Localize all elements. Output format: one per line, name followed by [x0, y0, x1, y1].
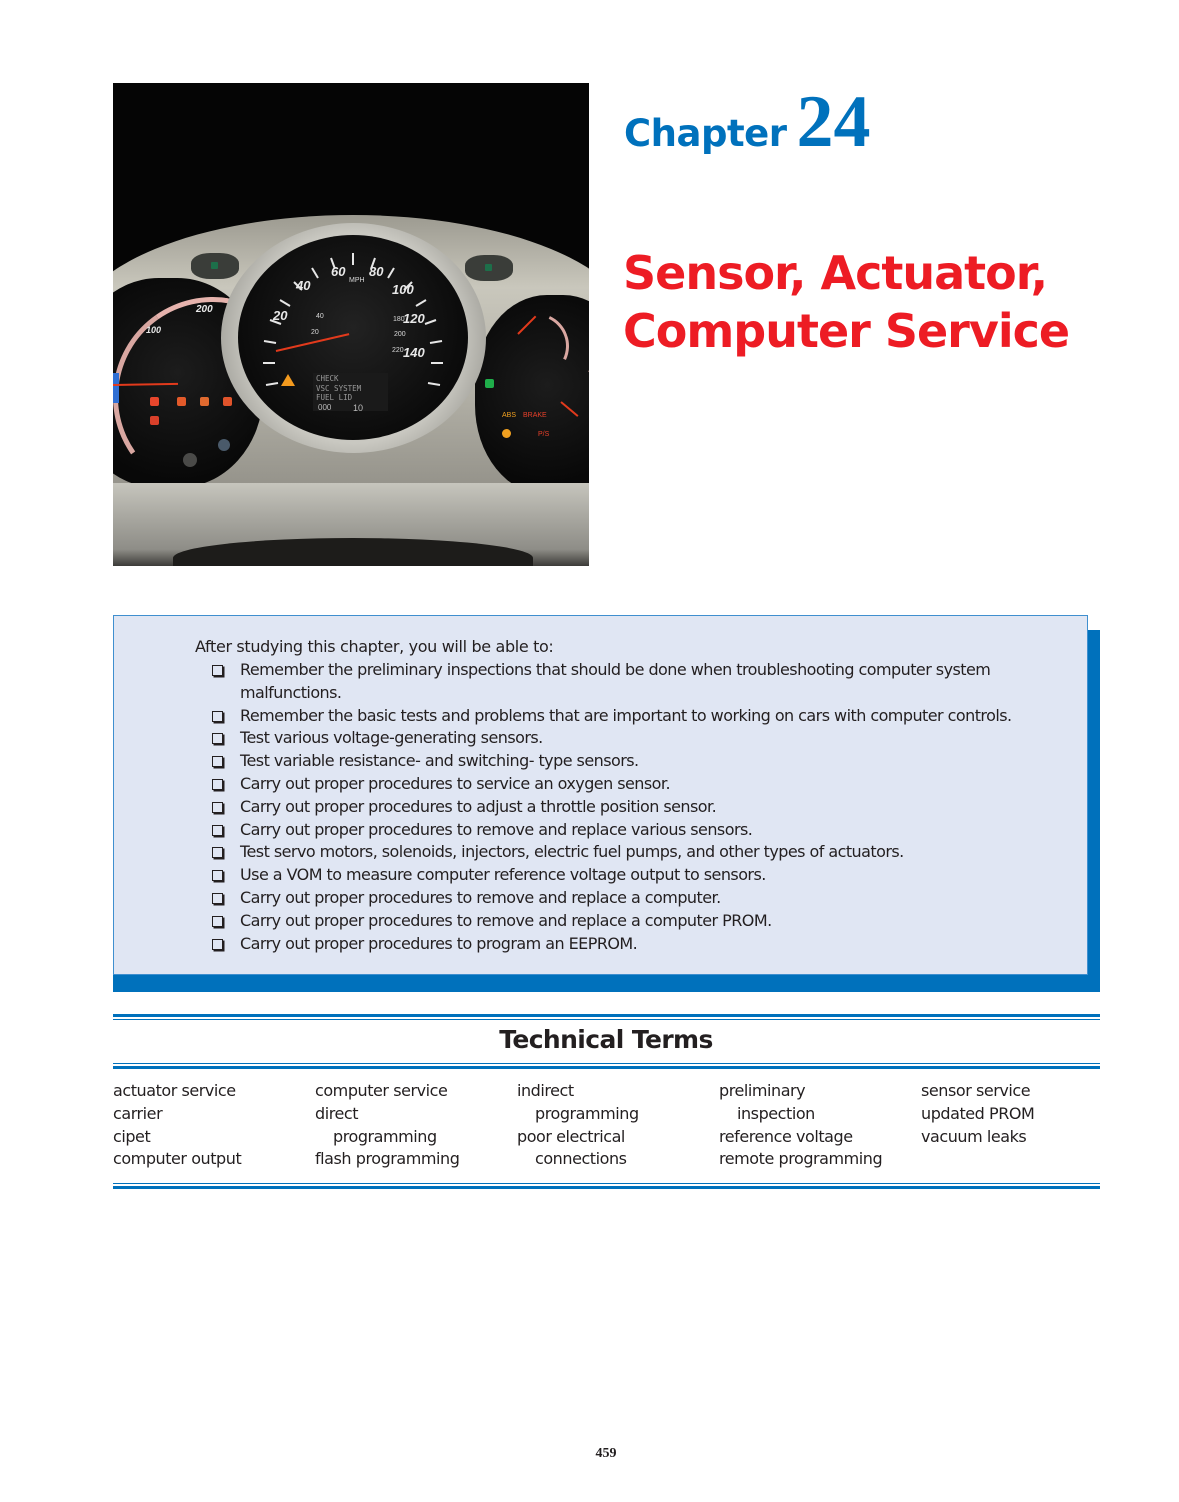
green-indicator-icon	[485, 379, 494, 388]
checkbox-bullet-icon	[212, 916, 223, 927]
term-item	[517, 1126, 719, 1172]
term-item: vacuum leaks	[921, 1126, 1027, 1146]
objective-item	[212, 659, 1062, 705]
odometer-value: 000	[318, 403, 332, 412]
objective-text: Carry out proper procedures to remove and replace a computer PROM.	[240, 910, 772, 930]
objective-item	[212, 819, 1062, 842]
speed-label-120: 120	[403, 311, 425, 326]
checkbox-bullet-icon	[212, 756, 223, 767]
checkbox-bullet-icon	[212, 893, 223, 904]
objective-item	[212, 705, 1062, 728]
terms-column-5	[921, 1080, 1123, 1171]
term-item: computer output	[113, 1149, 242, 1169]
checkbox-bullet-icon	[212, 802, 223, 813]
left-indicator-housing	[191, 253, 239, 279]
term-text: poor electrical	[517, 1126, 625, 1146]
speed-unit: MPH	[349, 277, 365, 284]
objective-item	[212, 910, 1062, 933]
objective-item	[212, 773, 1062, 796]
terms-heading-rule	[113, 1063, 1100, 1069]
oil-warning-icon	[150, 397, 159, 406]
lcd-line-3: FUEL LID	[316, 393, 353, 402]
terms-bottom-rule	[113, 1183, 1100, 1189]
term-text: preliminary	[719, 1081, 806, 1100]
page-number: 459	[595, 1446, 617, 1461]
terms-top-rule	[113, 1014, 1100, 1020]
speed-label-80: 80	[369, 264, 384, 279]
seatbelt-warning-icon	[223, 397, 232, 406]
tach-label-200: 200	[196, 304, 213, 315]
objective-item	[212, 933, 1062, 956]
abs-indicator: ABS	[502, 412, 517, 419]
lcd-line-1: CHECK	[316, 374, 339, 383]
kmh-label-200: 200	[394, 331, 406, 338]
airbag-warning-icon	[177, 397, 186, 406]
battery-warning-icon	[150, 416, 159, 425]
term-continuation: programming	[535, 1103, 639, 1123]
objective-text: Carry out proper procedures to remove and replace a computer.	[240, 887, 721, 907]
brake-indicator: BRAKE	[523, 412, 547, 419]
checkbox-bullet-icon	[212, 939, 223, 950]
tach-label-100: 100	[146, 325, 162, 335]
objective-item	[212, 841, 1062, 864]
kmh-label-220: 220	[392, 347, 404, 354]
chapter-label: Chapter	[624, 112, 787, 155]
check-engine-icon	[200, 397, 209, 406]
term-item	[719, 1080, 921, 1126]
objective-text: Carry out proper procedures to adjust a throttle position sensor.	[240, 796, 717, 816]
speed-label-140: 140	[403, 345, 425, 360]
tach-blue-zone	[113, 373, 119, 403]
term-item: actuator service	[113, 1081, 236, 1100]
speed-label-100: 100	[392, 282, 414, 297]
terms-column-2	[315, 1080, 517, 1171]
objective-text: Test variable resistance- and switching- type sensors.	[240, 751, 639, 771]
objective-item	[212, 796, 1062, 819]
term-continuation: programming	[333, 1126, 437, 1146]
objective-text: Carry out proper procedures to service an oxygen sensor.	[240, 773, 671, 793]
checkbox-bullet-icon	[212, 847, 223, 858]
chapter-title-line-1: Sensor, Actuator,	[623, 246, 1048, 300]
objective-text: Use a VOM to measure computer reference voltage output to sensors.	[240, 865, 766, 885]
term-item: remote programming	[719, 1149, 883, 1169]
objective-item	[212, 727, 1062, 750]
term-continuation: connections	[535, 1149, 627, 1169]
term-item: cipet	[113, 1126, 151, 1146]
technical-terms-heading: Technical Terms	[499, 1025, 713, 1054]
chapter-title-line-2: Computer Service	[623, 304, 1070, 358]
term-item: updated PROM	[921, 1103, 1035, 1123]
trip-reset-knob	[183, 453, 197, 467]
objective-text: Carry out proper procedures to remove and replace various sensors.	[240, 819, 753, 839]
objective-text: Test servo motors, solenoids, injectors, electric fuel pumps, and other types of actuators.	[240, 842, 904, 862]
parking-brake-icon	[502, 429, 511, 438]
lcd-line-2: VSC SYSTEM	[316, 383, 362, 393]
term-item: reference voltage	[719, 1126, 853, 1146]
kmh-label-180: 180	[393, 316, 405, 323]
power-steering-indicator: P/S	[538, 431, 550, 438]
term-continuation: inspection	[737, 1103, 815, 1123]
objective-text: Test various voltage-generating sensors.	[240, 728, 543, 748]
objective-item	[212, 750, 1062, 773]
objectives-intro: After studying this chapter, you will be able to:	[195, 637, 554, 656]
checkbox-bullet-icon	[212, 779, 223, 790]
checkbox-bullet-icon	[212, 825, 223, 836]
term-item	[315, 1103, 517, 1149]
objective-text: Remember the basic tests and problems that are important to working on cars with computer controls.	[240, 705, 1012, 725]
dashboard-photo	[113, 83, 589, 566]
term-item: computer service	[315, 1081, 448, 1100]
technical-terms-list	[113, 1080, 1123, 1171]
knob-icon	[218, 439, 230, 451]
chapter-title	[623, 244, 1069, 360]
objective-item	[212, 887, 1062, 910]
speed-label-60: 60	[331, 264, 346, 279]
objectives-list	[212, 659, 1062, 955]
speed-label-20: 20	[273, 308, 288, 323]
right-indicator-housing	[465, 255, 513, 281]
term-item: carrier	[113, 1103, 163, 1123]
term-text: indirect	[517, 1081, 574, 1100]
checkbox-bullet-icon	[212, 665, 223, 676]
warning-triangle-icon	[281, 374, 295, 386]
kmh-label-40: 40	[316, 313, 324, 320]
terms-column-3	[517, 1080, 719, 1171]
checkbox-bullet-icon	[212, 733, 223, 744]
objective-text: Carry out proper procedures to program an EEPROM.	[240, 933, 638, 953]
objective-text: Remember the preliminary inspections that should be done when troubleshooting computer system malfunctions.	[240, 660, 991, 702]
trip-value: 10	[353, 403, 364, 413]
terms-column-1	[113, 1080, 315, 1171]
chapter-number: 24	[796, 81, 871, 163]
checkbox-bullet-icon	[212, 870, 223, 881]
term-item: flash programming	[315, 1149, 460, 1169]
checkbox-bullet-icon	[212, 711, 223, 722]
speed-label-40: 40	[296, 278, 311, 293]
terms-column-4	[719, 1080, 921, 1171]
kmh-label-20: 20	[311, 329, 319, 336]
term-item	[517, 1080, 719, 1126]
term-text: direct	[315, 1103, 359, 1123]
chapter-heading	[624, 80, 870, 165]
term-item: sensor service	[921, 1081, 1031, 1100]
objective-item	[212, 864, 1062, 887]
